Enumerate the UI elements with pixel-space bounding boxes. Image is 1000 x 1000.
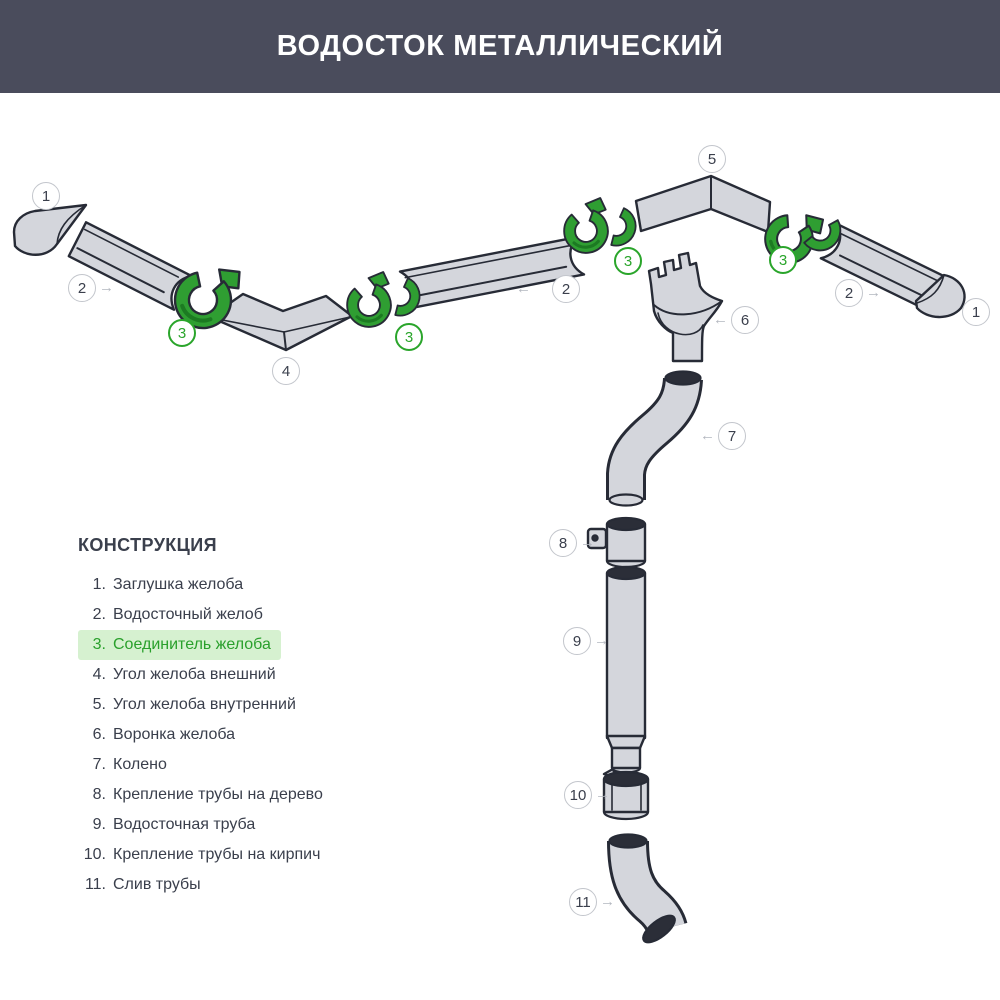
page-title: ВОДОСТОК МЕТАЛЛИЧЕСКИЙ: [276, 30, 724, 62]
legend-item-number: 4.: [92, 666, 106, 683]
part-downpipe: [607, 567, 645, 773]
legend-item-label: Угол желоба внешний: [113, 666, 276, 683]
legend-item-label: Крепление трубы на дерево: [113, 786, 323, 803]
legend-item: [78, 720, 245, 750]
legend-item-number: 7.: [92, 756, 106, 773]
part-gutter-middle: [400, 237, 584, 309]
part-funnel: [649, 253, 722, 361]
legend-item-number: 10.: [83, 846, 106, 863]
callout-arrow-icon: ←: [713, 311, 728, 329]
callout-number: 3: [404, 328, 414, 346]
legend-item-label: Соединитель желоба: [113, 636, 271, 653]
part-pipe-bracket-wood: [588, 518, 645, 567]
callout-number: 7: [727, 427, 737, 445]
callout-number: 6: [740, 311, 750, 329]
legend-item-number: 1.: [92, 576, 106, 593]
legend-item-number: 3.: [92, 636, 106, 653]
legend-item-label: Угол желоба внутренний: [113, 696, 296, 713]
legend-item-label: Водосточный желоб: [113, 606, 263, 623]
callout-arrow-icon: →: [600, 893, 615, 911]
legend-item-label: Водосточная труба: [113, 816, 256, 833]
callout-number: 2: [561, 280, 571, 298]
callout-number: 3: [623, 252, 633, 270]
legend-item-label: Заглушка желоба: [113, 576, 244, 593]
callout-number: 2: [844, 284, 854, 302]
legend-item: [78, 870, 211, 900]
part-pipe-outlet: [610, 835, 679, 948]
legend-item-number: 9.: [92, 816, 106, 833]
callout-number: 8: [558, 534, 568, 552]
callout-number: 4: [281, 362, 291, 380]
callout-number: 2: [77, 279, 87, 297]
legend-item-label: Крепление трубы на кирпич: [113, 846, 321, 863]
callout-number: 3: [778, 251, 788, 269]
legend-item: [78, 630, 281, 660]
callout-arrow-icon: ←: [516, 280, 531, 298]
callout-number: 10: [569, 786, 587, 804]
legend-item: [78, 600, 273, 630]
legend: [78, 535, 333, 900]
legend-item: [78, 750, 177, 780]
callout-arrow-icon: →: [594, 632, 609, 650]
legend-item: [78, 810, 265, 840]
legend-item: [78, 840, 330, 870]
legend-item-label: Воронка желоба: [113, 726, 236, 743]
legend-item-number: 5.: [92, 696, 106, 713]
callout-arrow-icon: →: [580, 534, 595, 552]
part-pipe-bracket-brick: [604, 769, 648, 819]
legend-item-number: 11.: [84, 876, 106, 893]
legend-item-number: 6.: [92, 726, 106, 743]
legend-item-number: 2.: [92, 606, 106, 623]
legend-item-number: 8.: [92, 786, 106, 803]
part-gutter-left: [69, 222, 191, 309]
legend-rows: [78, 570, 333, 900]
callout-arrow-icon: ←: [700, 427, 715, 445]
legend-item-label: Колено: [113, 756, 167, 773]
callout-number: 11: [575, 893, 591, 911]
legend-item: [78, 660, 286, 690]
part-elbow: [610, 372, 701, 506]
callout-arrow-icon: →: [866, 284, 881, 302]
legend-item: [78, 690, 306, 720]
part-corner-internal: [636, 176, 770, 232]
callout-arrow-icon: →: [99, 279, 114, 297]
part-gutter-connector-3-band: [605, 207, 639, 247]
part-gutter-connector-2: [342, 271, 396, 330]
legend-item: [78, 780, 333, 810]
callout-arrow-icon: →: [595, 786, 610, 804]
callout-number: 1: [41, 187, 51, 205]
callout-number: 9: [572, 632, 582, 650]
legend-item: [78, 570, 253, 600]
legend-title: КОНСТРУКЦИЯ: [78, 535, 217, 555]
callout-number: 1: [971, 303, 981, 321]
legend-item-label: Слив трубы: [113, 876, 201, 893]
callout-number: 3: [177, 324, 187, 342]
callout-number: 5: [707, 150, 717, 168]
